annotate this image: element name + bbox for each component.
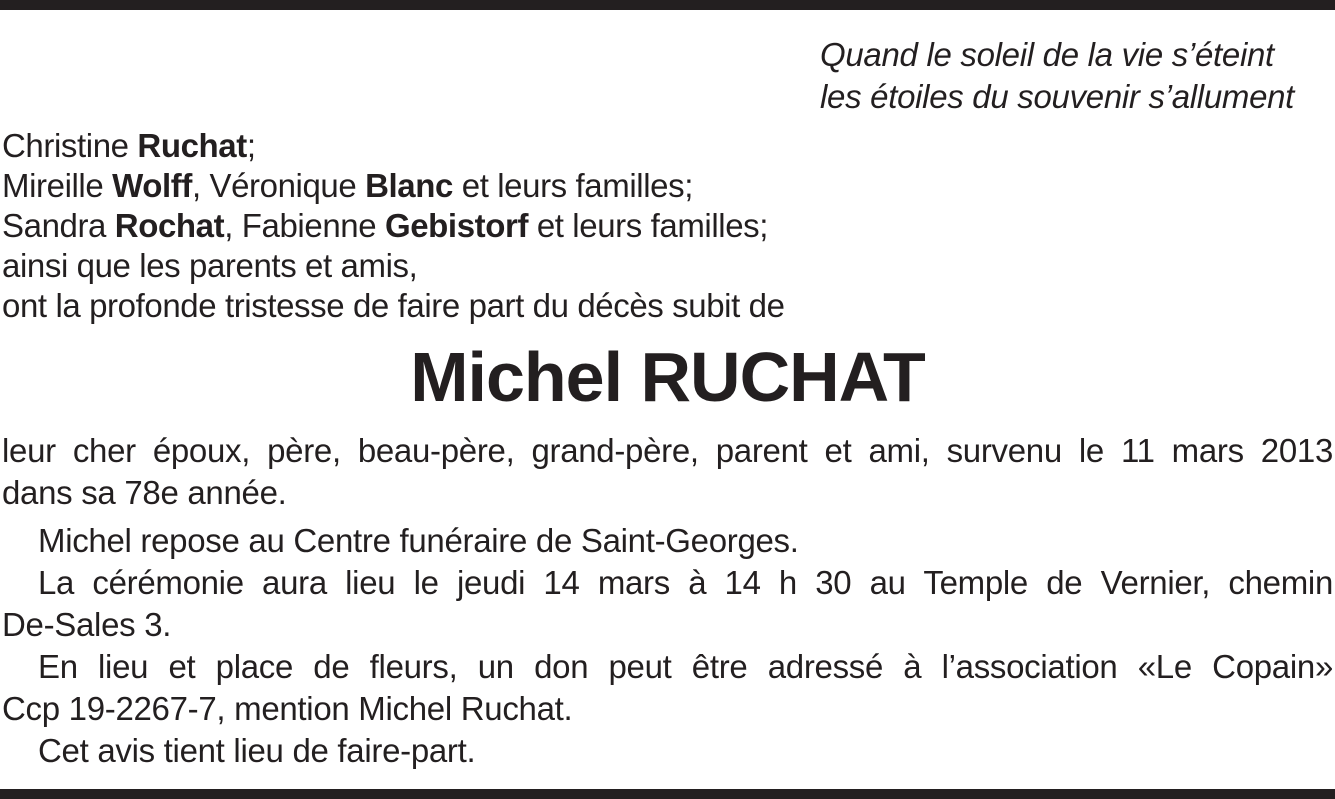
paragraph-notice: Cet avis tient lieu de faire-part. [38,732,476,769]
mourner-text: ; [246,127,256,164]
mourner-line [2,286,1332,326]
surname: Ruchat [137,127,247,164]
paragraph-line: dans sa 78e année. [2,474,287,511]
mourner-text: ont la profonde tristesse de faire part du décès subit de [2,287,785,324]
mourner-text: ainsi que les parents et amis, [2,247,418,284]
mourners-list [2,126,1332,326]
surname: Gebistorf [384,207,529,244]
top-rule [0,0,1335,10]
paragraph-line: leur cher époux, père, beau-père, grand-père, parent et ami, survenu le 11 mars 2013 [2,432,1333,469]
surname: Wolff [112,167,192,204]
mourner-text: et leurs familles; [452,167,693,204]
bottom-rule [0,789,1335,799]
epigraph [820,34,1330,118]
paragraph-ceremony [2,562,1333,646]
paragraph-line: De-Sales 3. [2,606,172,643]
surname: Blanc [365,167,453,204]
paragraph-line: Ccp 19-2267-7, mention Michel Ruchat. [2,690,573,727]
mourner-line [2,126,1332,166]
paragraph-line: En lieu et place de fleurs, un don peut être adressé à l’association «Le Copain» [38,648,1333,685]
mourner-line [2,246,1332,286]
mourner-text: Christine [2,127,138,164]
mourner-line [2,206,1332,246]
surname: Rochat [114,207,225,244]
mourner-text: , Véronique [191,167,366,204]
epigraph-line-1: Quand le soleil de la vie s’éteint [820,36,1274,73]
epigraph-line-2: les étoiles du souvenir s’allument [820,78,1295,115]
deceased-name: Michel RUCHAT [410,338,925,416]
mourner-text: , Fabienne [224,207,385,244]
paragraph-repose: Michel repose au Centre funéraire de Saint-Georges. [38,522,799,559]
announcement-body [2,430,1333,772]
paragraph-donation [2,646,1333,730]
paragraph-death-notice [2,430,1333,514]
mourner-text: Mireille [2,167,113,204]
paragraph-line: La cérémonie aura lieu le jeudi 14 mars à 14 h 30 au Temple de Vernier, chemin [38,564,1333,601]
mourner-line [2,166,1332,206]
mourner-text: et leurs familles; [528,207,769,244]
mourner-text: Sandra [2,207,115,244]
